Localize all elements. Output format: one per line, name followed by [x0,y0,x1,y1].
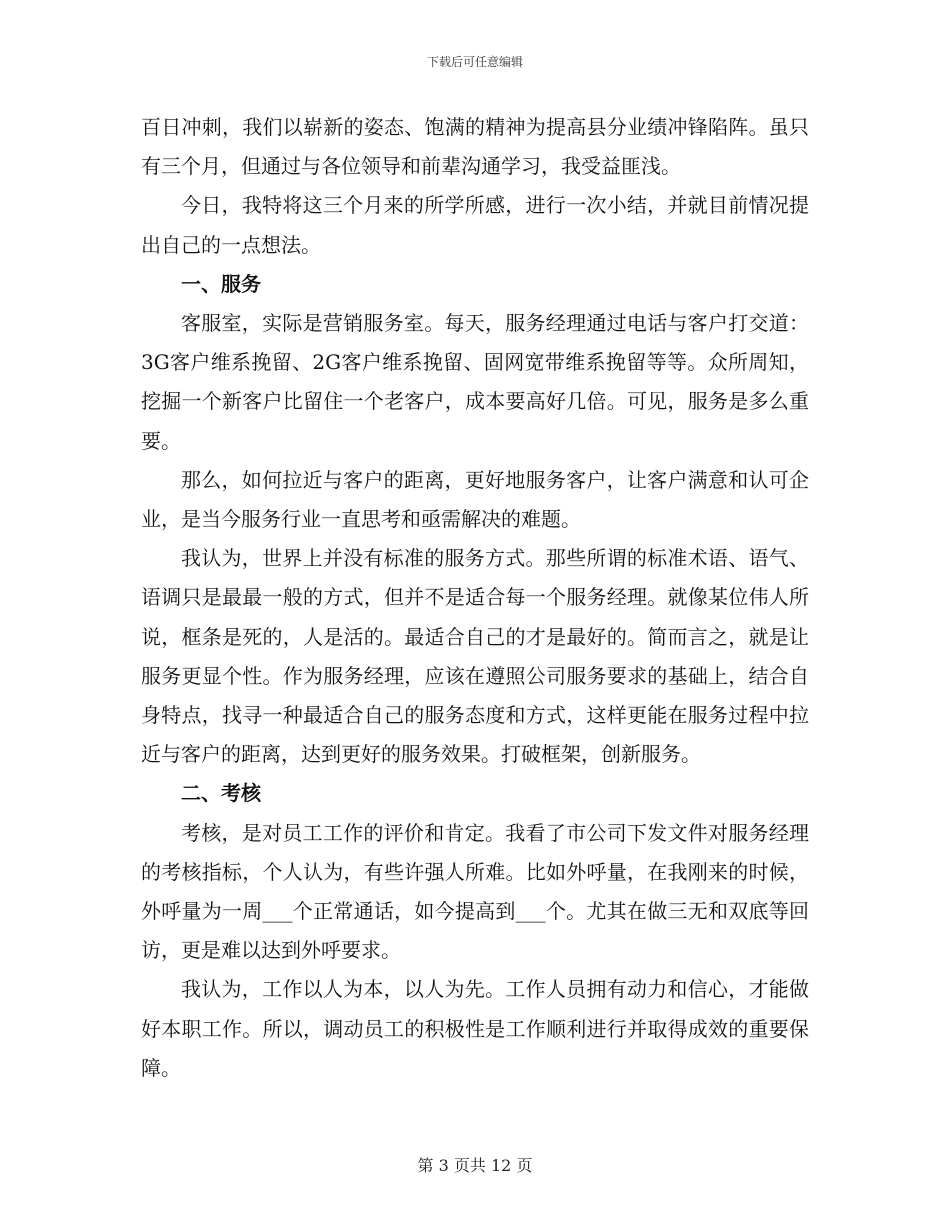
page-header: 下载后可任意编辑 [426,55,523,69]
paragraph-2: 今日，我特将这三个月来的所学所感，进行一次小结，并就目前情况提出自己的一点想法。 [141,193,809,257]
paragraph-5: 我认为，世界上并没有标准的服务方式。那些所谓的标准术语、语气、语调只是最最一般的方式，但并不是适合每一个服务经理。就像某位伟人所说，框条是死的，人是活的。最适合自己的才是最好的。简而言之，就是让服务更显个性。作为服务经理，应该在遵照公司服务要求的基础上，结合自身特点，找寻一种最适合自己的服务态度和方式，这样更能在服务过程中拉近与客户的距离，达到更好的服务效果。打破框架，创新服务。 [141,546,809,767]
paragraph-1: 百日冲刺，我们以崭新的姿态、饱满的精神为提高县分业绩冲锋陷阵。虽只有三个月，但通过与各位领导和前辈沟通学习，我受益匪浅。 [141,115,809,179]
paragraph-7: 我认为，工作以人为本，以人为先。工作人员拥有动力和信心，才能做好本职工作。所以，调动员工的积极性是工作顺利进行并取得成效的重要保障。 [141,977,809,1080]
section-heading-service: 一、服务 [181,271,261,296]
document-body [141,108,809,1088]
paragraph-4: 那么，如何拉近与客户的距离，更好地服务客户，让客户满意和认可企业，是当今服务行业一直思考和亟需解决的难题。 [141,467,809,532]
page-footer: 第 3 页共 12 页 [417,1156,533,1175]
paragraph-3: 客服室，实际是营销服务室。每天，服务经理通过电话与客户打交道：3G客户维系挽留、2G客户维系挽留、固网宽带维系挽留等等。众所周知，挖掘一个新客户比留住一个老客户，成本要高好几倍。可见，服务是多么重要。 [141,311,809,453]
paragraph-6: 考核，是对员工工作的评价和肯定。我看了市公司下发文件对服务经理的考核指标，个人认为，有些许强人所难。比如外呼量，在我刚来的时候，外呼量为一周___个正常通话，如今提高到___个。尤其在做三无和双底等回访，更是难以达到外呼要求。 [141,820,809,963]
section-heading-assessment: 二、考核 [181,781,261,806]
